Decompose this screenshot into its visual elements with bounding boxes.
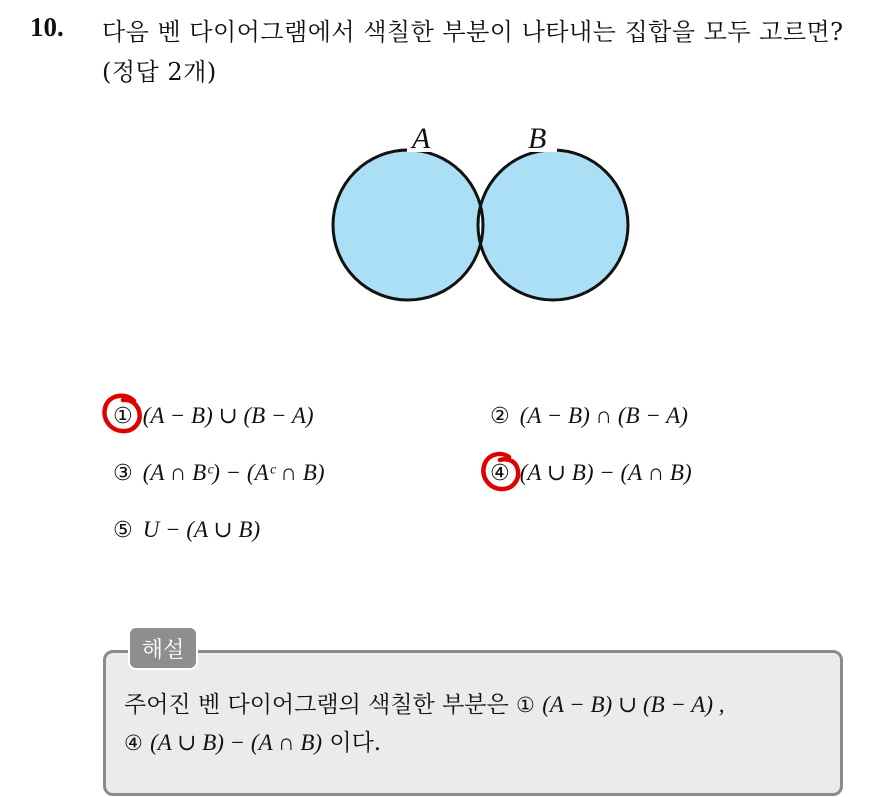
venn-diagram xyxy=(320,112,640,322)
venn-label-a: A xyxy=(412,122,431,155)
question-number: 10. xyxy=(30,12,64,42)
choice-3-expression: (A ∩ Bᶜ) − (Aᶜ ∩ B) xyxy=(142,460,325,485)
choice-1-number: ① xyxy=(113,404,133,429)
solution-line-1-number: ① xyxy=(516,693,535,717)
choice-5-expression: U − (A ∪ B) xyxy=(142,517,261,542)
solution-line-1-expression: (A − B) ∪ (B − A) , xyxy=(542,692,725,717)
solution-line-2-tail: 이다. xyxy=(329,730,382,756)
choice-3[interactable] xyxy=(113,460,324,486)
choice-5-number: ⑤ xyxy=(113,518,133,543)
answer-circle-mark-1 xyxy=(101,391,145,435)
choice-4-expression: (A ∪ B) − (A ∩ B) xyxy=(519,460,692,485)
choice-4-number: ④ xyxy=(490,461,510,486)
choice-2-number: ② xyxy=(490,404,510,429)
solution-line-1-text: 주어진 벤 다이어그램의 색칠한 부분은 xyxy=(124,692,509,718)
answer-circle-mark-4 xyxy=(479,449,523,493)
choice-3-number: ③ xyxy=(113,461,133,486)
solution-text xyxy=(124,686,839,762)
choice-2[interactable] xyxy=(490,403,688,429)
solution-line-2 xyxy=(124,724,839,762)
choice-1-expression: (A − B) ∪ (B − A) xyxy=(142,403,314,428)
question-text: 다음 벤 다이어그램에서 색칠한 부분이 나타내는 집합을 모두 고르면?(정답 2개) xyxy=(102,18,844,86)
choice-2-expression: (A − B) ∩ (B − A) xyxy=(519,403,688,428)
solution-line-2-number: ④ xyxy=(124,731,143,755)
solution-tag: 해설 xyxy=(128,626,198,670)
venn-label-b: B xyxy=(528,122,547,155)
solution-line-2-expression: (A ∪ B) − (A ∩ B) xyxy=(150,730,323,755)
choice-5[interactable] xyxy=(113,517,260,543)
solution-line-1 xyxy=(124,686,839,724)
